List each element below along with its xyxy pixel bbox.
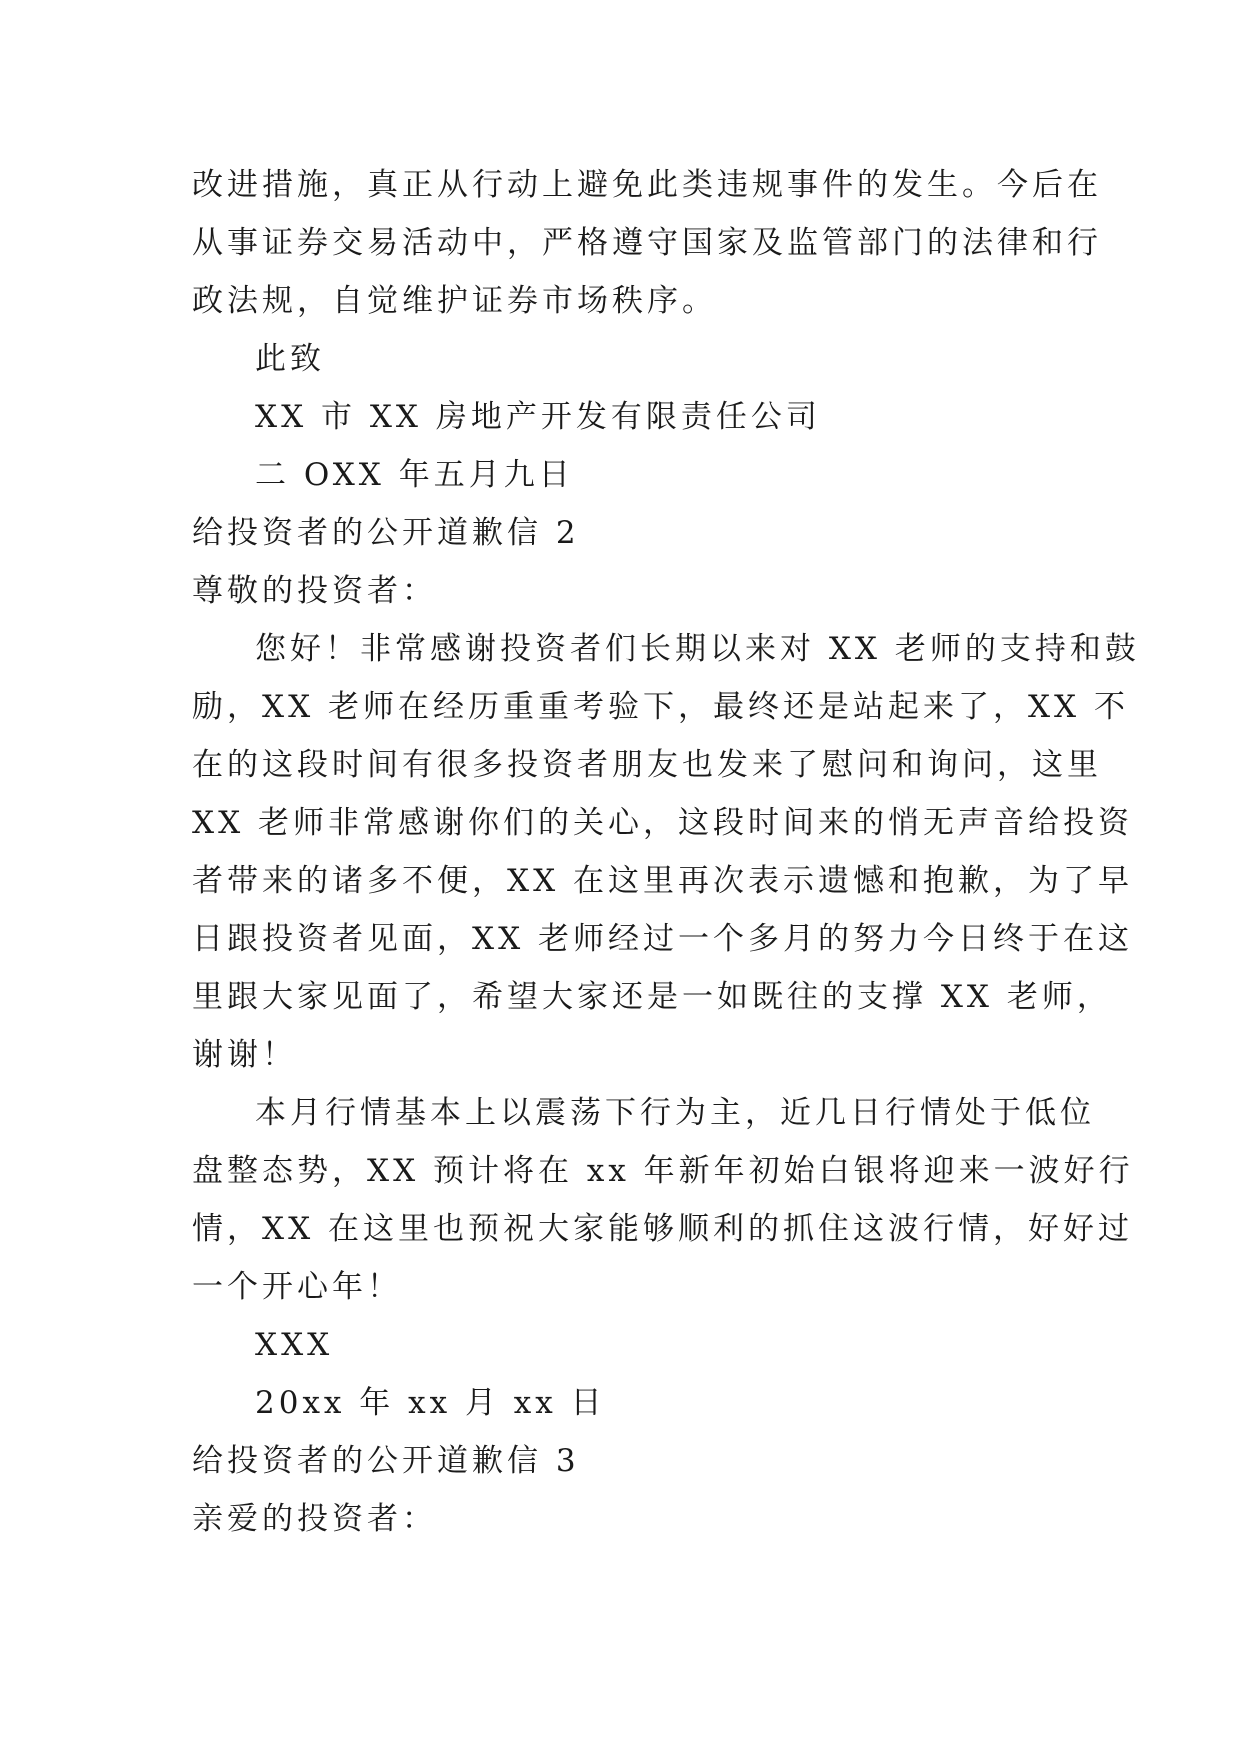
body-line: 一个开心年！ bbox=[192, 1269, 402, 1305]
signature-date: 二 OXX 年五月九日 bbox=[255, 457, 574, 493]
body-line: 在的这段时间有很多投资者朋友也发来了慰问和询问，这里 bbox=[192, 747, 1102, 783]
greeting: 尊敬的投资者： bbox=[192, 573, 437, 609]
signature-name: XXX bbox=[255, 1327, 334, 1363]
body-line: 励，XX 老师在经历重重考验下，最终还是站起来了，XX 不 bbox=[192, 689, 1129, 725]
body-line: 改进措施，真正从行动上避免此类违规事件的发生。今后在 bbox=[192, 167, 1102, 203]
body-line: 盘整态势，XX 预计将在 xx 年新年初始白银将迎来一波好行 bbox=[192, 1153, 1134, 1189]
body-line: 从事证券交易活动中，严格遵守国家及监管部门的法律和行 bbox=[192, 225, 1102, 261]
body-line: 谢谢！ bbox=[192, 1037, 297, 1073]
letter-title: 给投资者的公开道歉信 2 bbox=[192, 515, 580, 551]
signature-company: XX 市 XX 房地产开发有限责任公司 bbox=[255, 399, 821, 435]
letter-title: 给投资者的公开道歉信 3 bbox=[192, 1443, 580, 1479]
closing-salutation: 此致 bbox=[255, 341, 325, 377]
greeting: 亲爱的投资者： bbox=[192, 1501, 437, 1537]
signature-date: 20xx 年 xx 月 xx 日 bbox=[255, 1385, 606, 1421]
body-line: 者带来的诸多不便，XX 在这里再次表示遗憾和抱歉，为了早 bbox=[192, 863, 1133, 899]
body-line: 您好！非常感谢投资者们长期以来对 XX 老师的支持和鼓 bbox=[255, 631, 1140, 667]
body-line: 日跟投资者见面，XX 老师经过一个多月的努力今日终于在这 bbox=[192, 921, 1133, 957]
body-line: 里跟大家见面了，希望大家还是一如既往的支撑 XX 老师， bbox=[192, 979, 1112, 1015]
body-line: 本月行情基本上以震荡下行为主，近几日行情处于低位 bbox=[255, 1095, 1095, 1131]
document-page bbox=[192, 156, 1140, 1548]
body-line: 政法规，自觉维护证券市场秩序。 bbox=[192, 283, 717, 319]
body-line: XX 老师非常感谢你们的关心，这段时间来的悄无声音给投资 bbox=[192, 805, 1133, 841]
body-line: 情，XX 在这里也预祝大家能够顺利的抓住这波行情，好好过 bbox=[192, 1211, 1133, 1247]
